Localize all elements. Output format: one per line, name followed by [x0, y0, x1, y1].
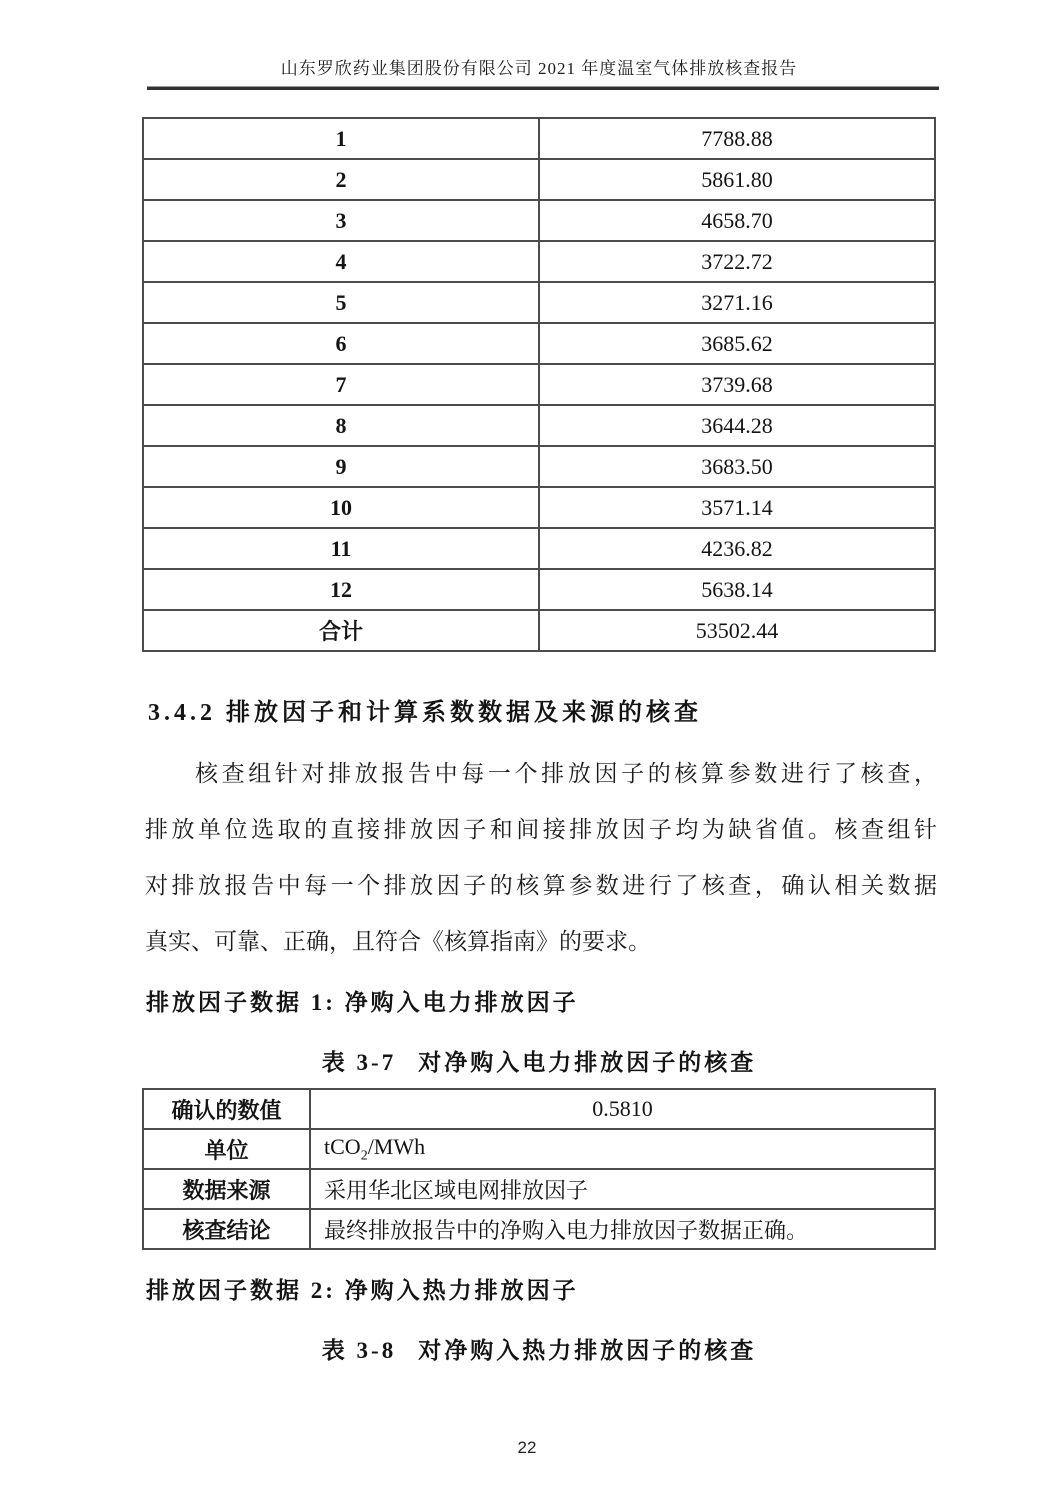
paragraph-line: 核查组针对排放报告中每一个排放因子的核算参数进行了核查，	[195, 761, 937, 786]
total-label-cell: 合计	[143, 610, 539, 651]
value-cell: 5861.80	[539, 159, 935, 200]
value-cell: 3271.16	[539, 282, 935, 323]
table-row	[143, 364, 935, 405]
month-cell: 3	[143, 200, 539, 241]
table-row	[143, 487, 935, 528]
data-source-cell: 采用华北区域电网排放因子	[310, 1169, 935, 1209]
confirmed-value-cell: 0.5810	[310, 1089, 935, 1129]
factor1-verification-table	[142, 1088, 936, 1250]
header-divider-line	[147, 86, 939, 90]
total-value-cell: 53502.44	[539, 610, 935, 651]
value-cell: 3571.14	[539, 487, 935, 528]
paragraph-line: 真实、可靠、正确，且符合《核算指南》的要求。	[145, 929, 651, 954]
unit-label-cell: 单位	[143, 1129, 310, 1169]
month-cell: 8	[143, 405, 539, 446]
month-cell: 2	[143, 159, 539, 200]
unit-value-cell	[310, 1129, 935, 1169]
month-cell: 12	[143, 569, 539, 610]
paragraph-line: 排放单位选取的直接排放因子和间接排放因子均为缺省值。核查组针	[145, 817, 937, 842]
table-3-7-title	[142, 1044, 936, 1077]
table-row	[143, 405, 935, 446]
table-3-8-title	[142, 1332, 936, 1365]
confirmed-value-label-cell: 确认的数值	[143, 1089, 310, 1129]
page-number: 22	[517, 1438, 537, 1457]
paragraph-line: 对排放报告中每一个排放因子的核算参数进行了核查，确认相关数据	[145, 873, 937, 898]
value-cell: 4658.70	[539, 200, 935, 241]
table-row	[143, 282, 935, 323]
unit-prefix: tCO	[324, 1133, 361, 1159]
table-row	[143, 323, 935, 364]
value-cell: 3685.62	[539, 323, 935, 364]
month-cell: 5	[143, 282, 539, 323]
month-cell: 9	[143, 446, 539, 487]
table-row	[143, 241, 935, 282]
table-row	[143, 159, 935, 200]
section-heading-3-4-2: 3.4.2 排放因子和计算系数数据及来源的核查	[148, 700, 702, 726]
table-row	[143, 446, 935, 487]
data-source-label-cell: 数据来源	[143, 1169, 310, 1209]
table-row	[143, 200, 935, 241]
table-row	[143, 1129, 935, 1169]
month-cell: 6	[143, 323, 539, 364]
month-cell: 11	[143, 528, 539, 569]
table-row	[143, 118, 935, 159]
unit-suffix: /MWh	[367, 1133, 426, 1159]
value-cell: 5638.14	[539, 569, 935, 610]
factor1-heading: 排放因子数据 1: 净购入电力排放因子	[146, 990, 579, 1015]
value-cell: 3722.72	[539, 241, 935, 282]
value-cell: 3644.28	[539, 405, 935, 446]
factor2-heading: 排放因子数据 2: 净购入热力排放因子	[146, 1278, 579, 1303]
value-cell: 4236.82	[539, 528, 935, 569]
conclusion-cell: 最终排放报告中的净购入电力排放因子数据正确。	[310, 1209, 935, 1249]
table-row	[143, 528, 935, 569]
month-cell: 10	[143, 487, 539, 528]
monthly-emissions-table	[142, 117, 936, 652]
value-cell: 7788.88	[539, 118, 935, 159]
table-3-7-number: 表 3-7	[321, 1050, 397, 1075]
table-3-7-caption: 对净购入电力排放因子的核查	[418, 1050, 757, 1075]
table-row	[143, 1209, 935, 1249]
table-3-8-caption: 对净购入热力排放因子的核查	[418, 1338, 757, 1363]
unit-subscript: 2	[360, 1148, 368, 1164]
table-3-8-number: 表 3-8	[321, 1338, 397, 1363]
value-cell: 3683.50	[539, 446, 935, 487]
value-cell: 3739.68	[539, 364, 935, 405]
table-row	[143, 569, 935, 610]
table-row-total	[143, 610, 935, 651]
table-row	[143, 1089, 935, 1129]
month-cell: 1	[143, 118, 539, 159]
document-header-title: 山东罗欣药业集团股份有限公司 2021 年度温室气体排放核查报告	[280, 59, 798, 78]
conclusion-label-cell: 核查结论	[143, 1209, 310, 1249]
body-paragraph	[145, 746, 937, 970]
month-cell: 4	[143, 241, 539, 282]
month-cell: 7	[143, 364, 539, 405]
table-row	[143, 1169, 935, 1209]
